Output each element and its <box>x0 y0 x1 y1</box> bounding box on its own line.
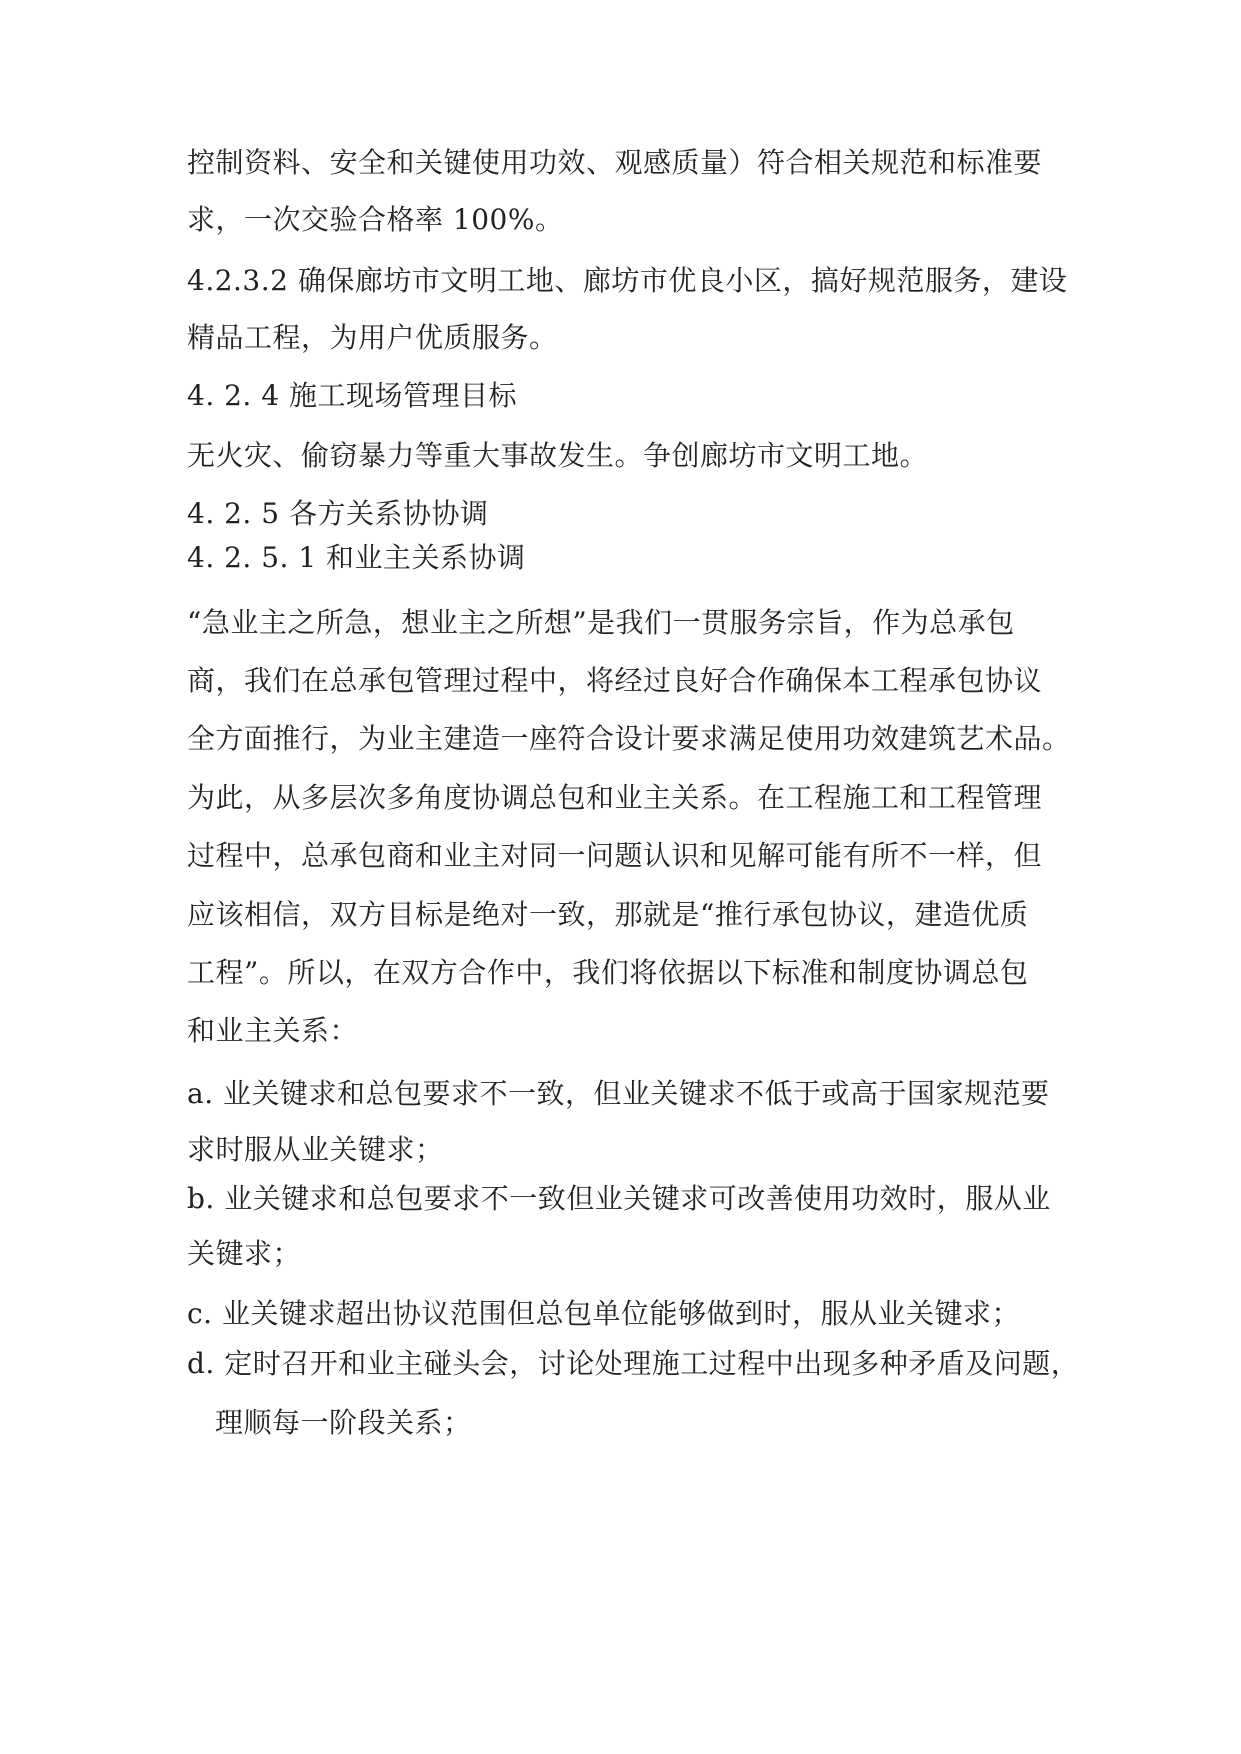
section-heading: 4. 2. 5. 1 和业主关系协调 <box>187 541 526 574</box>
list-item: c. 业关键求超出协议范围但总包单位能够做到时，服从业关键求； <box>187 1297 1020 1330</box>
text-line: 工程”。所以，在双方合作中，我们将依据以下标准和制度协调总包 <box>187 956 1029 989</box>
text-line: 为此，从多层次多角度协调总包和业主关系。在工程施工和工程管理 <box>187 781 1043 814</box>
text-line: 求，一次交验合格率 100%。 <box>187 203 564 236</box>
section-heading: 4. 2. 5 各方关系协协调 <box>187 497 489 530</box>
list-item: 关键求； <box>187 1237 302 1270</box>
list-item: 求时服从业关键求； <box>187 1133 444 1166</box>
text-line: 过程中，总承包商和业主对同一问题认识和见解可能有所不一样，但 <box>187 839 1043 872</box>
text-line: 应该相信，双方目标是绝对一致，那就是“推行承包协议，建造优质 <box>187 898 1029 931</box>
text-line: “急业主之所急，想业主之所想”是我们一贯服务宗旨，作为总承包 <box>187 606 1015 639</box>
text-line: 控制资料、安全和关键使用功效、观感质量）符合相关规范和标准要 <box>187 146 1043 179</box>
text-line: 全方面推行，为业主建造一座符合设计要求满足使用功效建筑艺术品。 <box>187 722 1071 755</box>
section-heading: 4. 2. 4 施工现场管理目标 <box>187 379 517 412</box>
text-line: 无火灾、偷窃暴力等重大事故发生。争创廊坊市文明工地。 <box>187 439 929 472</box>
text-line: 精品工程，为用户优质服务。 <box>187 321 558 354</box>
text-line: 和业主关系： <box>187 1014 359 1047</box>
list-item: d. 定时召开和业主碰头会，讨论处理施工过程中出现多种矛盾及问题， <box>187 1347 1080 1380</box>
list-item: b. 业关键求和总包要求不一致但业关键求可改善使用功效时，服从业 <box>187 1182 1051 1215</box>
list-item: 理顺每一阶段关系； <box>215 1406 472 1439</box>
section-heading: 4.2.3.2 确保廊坊市文明工地、廊坊市优良小区，搞好规范服务，建设 <box>187 264 1068 297</box>
text-line: 商，我们在总承包管理过程中，将经过良好合作确保本工程承包协议 <box>187 664 1043 697</box>
list-item: a. 业关键求和总包要求不一致，但业关键求不低于或高于国家规范要 <box>187 1077 1050 1110</box>
